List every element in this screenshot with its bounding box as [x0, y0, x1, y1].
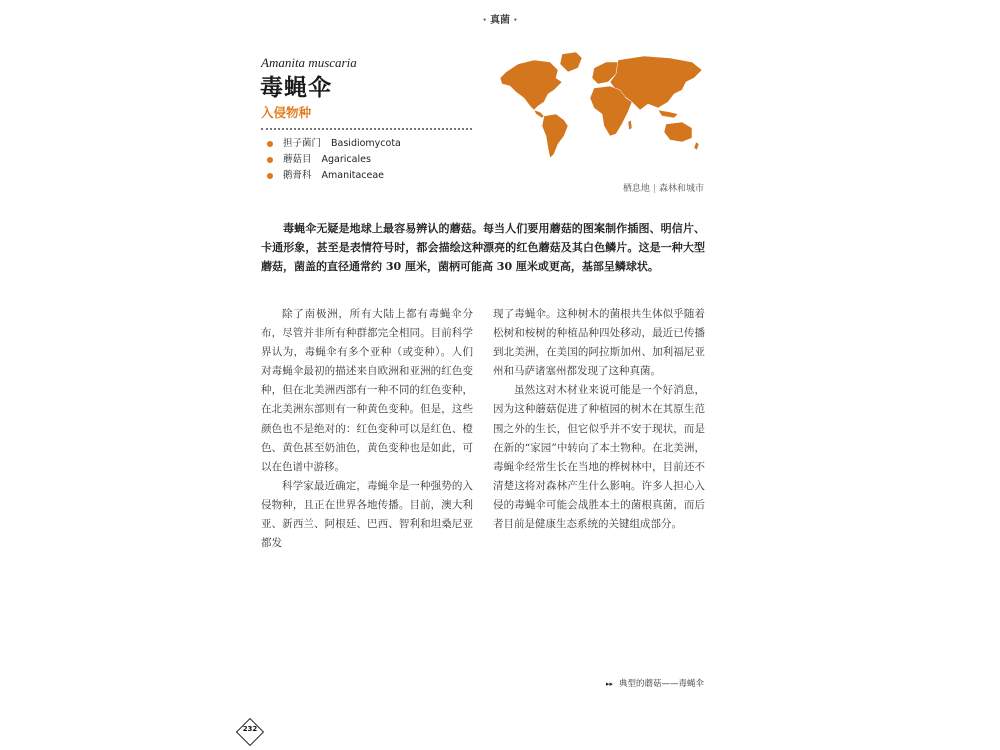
habitat-value: 森林和城市	[658, 184, 704, 194]
body-paragraph: 科学家最近确定，毒蝇伞是一种强势的入侵物种，且正在世界各地传播。目前，澳大利亚、新西兰、阿根廷、巴西、智利和坦桑尼亚都发	[261, 479, 473, 550]
next-section-label: 典型的蘑菇——毒蝇伞	[619, 679, 705, 689]
taxonomy-list	[265, 136, 485, 184]
map-australia	[664, 122, 692, 142]
separator: |	[652, 184, 656, 194]
divider	[261, 128, 472, 130]
map-central-america	[534, 110, 544, 118]
taxon-latin: Basidiomycota	[331, 138, 401, 149]
taxon-latin: Agaricales	[321, 154, 371, 165]
taxon-rank: 鹅膏科	[283, 170, 312, 181]
world-map	[498, 50, 704, 162]
habitat-caption	[600, 181, 704, 194]
body-column-right	[493, 305, 705, 534]
page-number-badge	[236, 718, 264, 746]
map-madagascar	[628, 120, 632, 130]
habitat-label: 栖息地	[622, 184, 650, 194]
bullet-icon	[267, 157, 273, 163]
list-item	[265, 136, 485, 152]
running-head: · 真菌 ·	[482, 15, 518, 26]
map-south-america	[542, 114, 568, 158]
next-section-link[interactable]	[606, 677, 704, 689]
status-label: 入侵物种	[261, 105, 312, 120]
map-new-zealand	[694, 142, 699, 150]
taxon-rank: 担子菌门	[283, 138, 322, 149]
body-paragraph: 除了南极洲，所有大陆上都有毒蝇伞分布，尽管并非所有种群都完全相同。目前科学界认为，毒蝇伞有多个亚种（或变种）。人们对毒蝇伞最初的描述来自欧洲和亚洲的红色变种，但在北美洲西部有一种不同的红色变种，在北美洲东部则有一种黄色变种。但是，这些颜色也不是绝对的：红色变种可以是红色、橙色、黄色甚至奶油色，黄色变种也是如此，可以在色谱中游移。	[261, 308, 473, 473]
bullet-icon	[267, 141, 273, 147]
double-arrow-icon: ▸▸	[606, 680, 614, 688]
page-number: 232	[242, 725, 258, 733]
taxon-rank: 蘑菇目	[283, 154, 312, 165]
list-item	[265, 152, 485, 168]
list-item	[265, 168, 485, 184]
map-north-america	[500, 60, 562, 110]
body-paragraph: 虽然这对木材业来说可能是一个好消息，因为这种蘑菇促进了种植园的树木在其原生范围之外的生长，但它似乎并不安于现状，而是在新的“家园”中转向了本土物种。在北美洲，毒蝇伞经常生长在当地的桦树林中，目前还不清楚这将对森林产生什么影响。许多人担心入侵的毒蝇伞可能会战胜本土的菌根真菌，而后者目前是健康生态系统的关键组成部分。	[493, 384, 705, 531]
species-latin-name: Amanita muscaria	[261, 55, 357, 70]
map-greenland	[560, 52, 582, 72]
page-title: 毒蝇伞	[260, 75, 332, 101]
taxon-latin: Amanitaceae	[321, 170, 385, 181]
bullet-icon	[267, 173, 273, 179]
intro-paragraph: 毒蝇伞无疑是地球上最容易辨认的蘑菇。每当人们要用蘑菇的图案制作插图、明信片、卡通形象，甚至是表情符号时，都会描绘这种漂亮的红色蘑菇及其白色鳞片。这是一种大型蘑菇，菌盖的直径通常约 30 厘米，菌柄可能高 30 厘米或更高，基部呈鳞球状。	[261, 222, 705, 274]
map-indonesia	[658, 110, 678, 118]
body-paragraph: 现了毒蝇伞。这种树木的菌根共生体似乎随着松树和桉树的种植品种四处移动，最近已传播到北美洲，在美国的阿拉斯加州、加利福尼亚州和马萨诸塞州都发现了这种真菌。	[493, 308, 705, 378]
body-column-left	[261, 305, 473, 553]
